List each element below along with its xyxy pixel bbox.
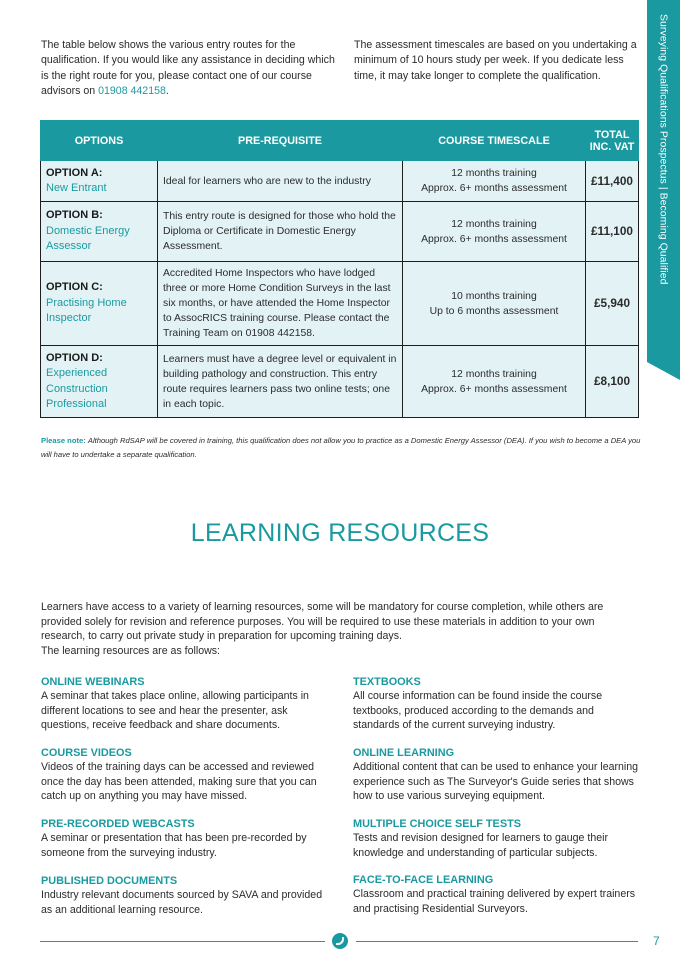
resource-title: MULTIPLE CHOICE SELF TESTS: [353, 818, 522, 830]
header-prerequisite: PRE-REQUISITE: [158, 121, 403, 161]
page-number: 7: [653, 934, 660, 948]
resource-title: ONLINE LEARNING: [353, 747, 455, 759]
option-label: OPTION D:: [46, 351, 103, 364]
price-cell: £11,100: [586, 202, 639, 262]
resource-description: Classroom and practical training delivered by expert trainers and practising Residential Surveyors.: [353, 888, 636, 915]
intro-left: [41, 38, 336, 99]
training-duration: 10 months training: [451, 290, 537, 302]
section-title: LEARNING RESOURCES: [190, 519, 490, 547]
option-name: Practising Home Inspector: [46, 296, 127, 325]
footer-divider-left: [40, 941, 325, 942]
prerequisite-cell: Learners must have a degree level or equivalent in building pathology and construction. This entry route requires learners pass two online tests; one in each topic.: [158, 346, 403, 418]
table-row: [41, 346, 639, 418]
table-row: [41, 262, 639, 346]
learning-resources-intro: [41, 600, 641, 658]
resource-title: PRE-RECORDED WEBCASTS: [41, 818, 195, 830]
option-cell: [41, 346, 158, 418]
resource-course-videos: [41, 746, 331, 804]
timescale-cell: [403, 161, 586, 202]
option-name: New Entrant: [46, 182, 107, 194]
side-tab-text: Surveying Qualifications Prospectus | Becoming Qualified: [657, 14, 669, 285]
option-cell: [41, 202, 158, 262]
intro-paragraph: Learners have access to a variety of learning resources, some will be mandatory for course completion, while others are provided solely for revision and reference purposes. You will be required to use these materials in addition to your own research, to carry out private study in preparation for upcoming training days.: [41, 601, 604, 643]
resource-online-learning: [353, 746, 643, 804]
assessment-duration: Approx. 6+ months assessment: [421, 183, 567, 194]
price-cell: £5,940: [586, 262, 639, 346]
resource-online-webinars: [41, 675, 331, 733]
note-text: Although RdSAP will be covered in training, this qualification does not allow you to practice as a Domestic Energy Assessor (DEA). If you wish to become a DEA you will have to undertake a separate qualification.: [41, 436, 641, 460]
advisor-phone: 01908 442158: [98, 84, 166, 97]
resource-title: FACE-TO-FACE LEARNING: [353, 874, 494, 886]
assessment-duration: Approx. 6+ months assessment: [421, 233, 567, 245]
header-total: TOTAL INC. VAT: [586, 121, 639, 161]
option-cell: [41, 262, 158, 346]
note-label: Please note:: [41, 436, 86, 445]
resource-textbooks: [353, 675, 643, 733]
option-label: OPTION C:: [46, 281, 103, 294]
intro-lead: The learning resources are as follows:: [41, 644, 221, 657]
table-row: [41, 202, 639, 262]
footer-divider-right: [356, 941, 638, 942]
rdsap-note: [41, 434, 641, 463]
prerequisite-cell: This entry route is designed for those who hold the Diploma or Certificate in Domestic Energy Assessment.: [158, 202, 403, 262]
option-name: Domestic Energy Assessor: [46, 224, 130, 253]
price-cell: £11,400: [586, 161, 639, 202]
prerequisite-cell: Accredited Home Inspectors who have lodged three or more Home Condition Surveys in the last six months, or have attended the Home Inspector to AssocRICS training course. Please contact the Training Team on 01908 442158.: [158, 262, 403, 346]
resource-title: PUBLISHED DOCUMENTS: [41, 875, 178, 887]
entry-options-table: [40, 120, 639, 418]
assessment-duration: Approx. 6+ months assessment: [421, 383, 567, 395]
timescale-cell: [403, 262, 586, 346]
table-row: [41, 161, 639, 202]
training-duration: 12 months training: [451, 368, 537, 380]
header-timescale: COURSE TIMESCALE: [403, 121, 586, 161]
resource-description: Tests and revision designed for learners to gauge their knowledge and understanding of particular subjects.: [353, 832, 608, 859]
side-tab: [647, 0, 680, 362]
option-label: OPTION A:: [46, 166, 103, 179]
assessment-duration: Up to 6 months assessment: [429, 305, 559, 317]
resource-pre-recorded-webcasts: [41, 817, 331, 860]
table-header-row: [41, 121, 639, 161]
resource-title: TEXTBOOKS: [353, 676, 421, 688]
price-cell: £8,100: [586, 346, 639, 418]
resource-description: A seminar or presentation that has been pre-recorded by someone from the surveying industry.: [41, 832, 307, 859]
intro-right: The assessment timescales are based on you undertaking a minimum of 10 hours study per week. If you dedicate less time, it may take longer to complete the qualification.: [354, 39, 637, 82]
resource-title: ONLINE WEBINARS: [41, 676, 145, 688]
intro-left-end: .: [165, 84, 169, 97]
resource-description: Industry relevant documents sourced by SAVA and provided as an additional learning resource.: [41, 889, 323, 916]
resource-face-to-face-learning: [353, 873, 643, 916]
training-duration: 12 months training: [451, 218, 537, 230]
resource-title: COURSE VIDEOS: [41, 747, 132, 759]
intro-left-text: The table below shows the various entry routes for the qualification. If you would like any assistance in deciding which is the right route for you, please contact one of our course advisors on: [41, 39, 335, 97]
resource-multiple-choice-self-tests: [353, 817, 643, 860]
resource-published-documents: [41, 874, 331, 917]
timescale-cell: [403, 346, 586, 418]
header-options: OPTIONS: [41, 121, 158, 161]
resource-description: Additional content that can be used to enhance your learning experience such as The Surveyor's Guide series that shows how to use various surveying equipment.: [353, 761, 639, 803]
resource-description: All course information can be found inside the course textbooks, produced according to the demands and standards of the current surveying industry.: [353, 690, 603, 732]
option-name: Experienced Construction Professional: [46, 367, 108, 410]
prerequisite-cell: Ideal for learners who are new to the industry: [158, 161, 403, 202]
option-cell: [41, 161, 158, 202]
timescale-cell: [403, 202, 586, 262]
brand-icon: [332, 933, 348, 949]
resource-description: A seminar that takes place online, allowing participants in different locations to see and hear the presenter, ask questions, receive feedback and share documents.: [41, 690, 309, 732]
resource-description: Videos of the training days can be accessed and reviewed once the day has been attended, making sure that you can catch up on anything you may have missed.: [41, 761, 317, 803]
option-label: OPTION B:: [46, 209, 103, 222]
training-duration: 12 months training: [451, 168, 537, 179]
